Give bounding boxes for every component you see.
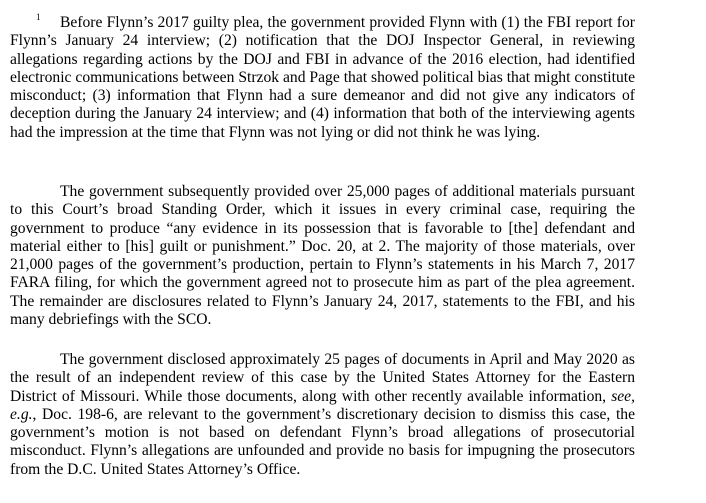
paragraph-independent-review: [10, 351, 635, 479]
footnote-marker: 1: [36, 12, 41, 22]
paragraph-text: Before Flynn’s 2017 guilty plea, the government provided Flynn with (1) the FBI report for Flynn’s January 24 interview; (2) notification that the DOJ Inspector General, in reviewing allegations regarding actions by the DOJ and FBI in advance of the 2016 election, had identified electronic communications between Strzok and Page that showed political bias that might constitute misconduct; (3) information that Flynn had a sure demeanor and did not give any indicators of deception during the January 24 interview; and (4) information that both of the interviewing agents had the impression at the time that Flynn was not lying or did not think he was lying.: [10, 14, 635, 141]
paragraph-text: , Doc. 198-6, are relevant to the government’s discretionary decision to dismiss this case, the government’s motion is not based on defendant Flynn’s broad allegations of prosecutorial misconduct. Flynn’s allegations are unfounded and provide no basis for impugning the prosecutors from the D.C. United States Attorney’s Office.: [10, 405, 635, 478]
paragraph-text: The government subsequently provided over 25,000 pages of additional materials pursuant to this Court’s broad Standing Order, which it issues in every criminal case, requiring the government to produce “any evidence in its possession that is favorable to [the] defendant and material either to [his] guilt or punishment.” Doc. 20, at 2. The majority of those materials, over 21,000 pages of the government’s production, pertain to Flynn’s statements in his March 7, 2017 FARA filing, for which the government agreed not to prosecute him as part of the plea agreement. The remainder are disclosures related to Flynn’s January 24, 2017, statements to the FBI, and his many debriefings with the SCO.: [10, 183, 635, 329]
paragraph-citation-signal: see, e.g.: [10, 387, 635, 423]
paragraph-plea-disclosures: [10, 14, 635, 142]
paragraph-standing-order-production: [10, 183, 635, 329]
paragraph-text: The government disclosed approximately 25 pages of documents in April and May 2020 as the result of an independent review of this case by the United States Attorney for the Eastern District of Missouri. While those documents, along with other recently available information,: [10, 351, 635, 405]
